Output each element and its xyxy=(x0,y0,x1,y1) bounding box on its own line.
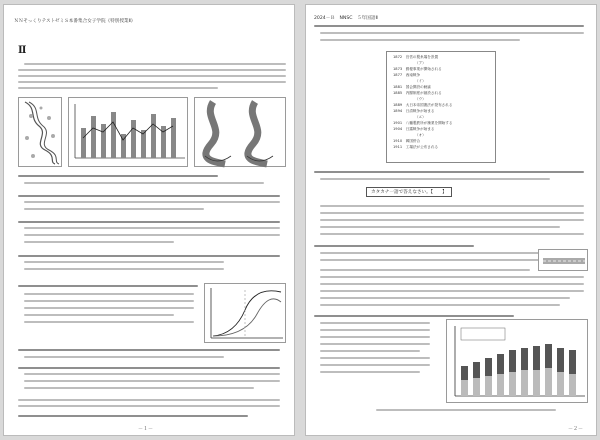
small-diagram xyxy=(538,249,588,271)
left-page xyxy=(3,4,295,436)
right-page-number: －２－ xyxy=(568,426,584,432)
history-timeline-table: 1872 官営の製糸場を設置 （ア） 1873 郵便事業が開始される 1877 西南戦争 （イ） 1881 国会開設の勅諭 1885 内閣制度が創設される （ウ） 1889 大日本帝国憲法が発布される 1894 日清戦争が始まる （エ） 1901 八幡製鉄所が操業を開始する 1904 日露戦争が始まる （オ） 1910 韓国併合 1911 工場法が公布される xyxy=(386,51,496,163)
stacked-bar-chart xyxy=(446,319,588,403)
curve-graph xyxy=(204,283,286,343)
answer-box: カタカナ一語で答えなさい。【 】 xyxy=(366,187,452,197)
map-figure xyxy=(18,97,62,167)
left-page-header: ＮＮそっくりテストゼミＳ本番集合女子学院《特別授業Ⅱ》 xyxy=(14,19,136,24)
right-page-header: 2024－Ｂ NNSC ５年国語Ⅱ xyxy=(314,16,378,21)
river-figure xyxy=(194,97,286,167)
left-page-number: －１－ xyxy=(138,426,154,432)
section-number: Ⅱ xyxy=(18,45,27,56)
right-page xyxy=(305,4,597,436)
bar-graph-figure xyxy=(68,97,188,167)
